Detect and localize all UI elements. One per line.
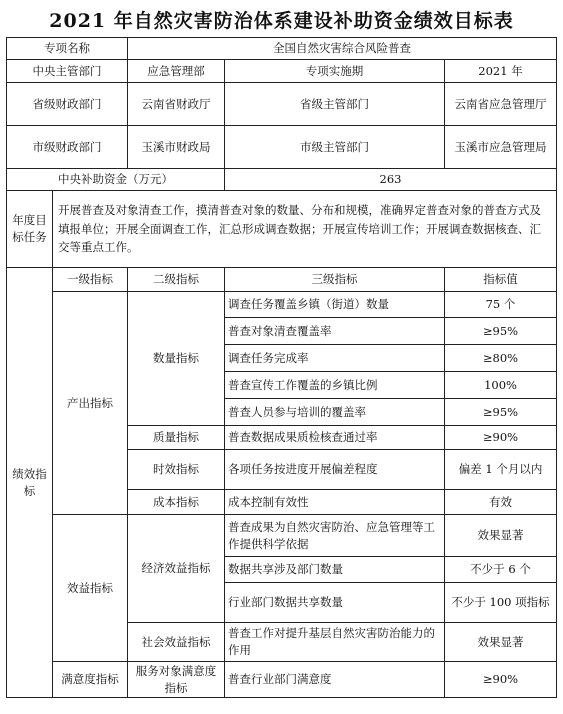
table-row (7, 662, 557, 698)
indicator-name: 普查对象清查覆盖率 (225, 318, 445, 345)
indicator-value: 效果显著 (445, 623, 557, 662)
indicator-value: ≥90% (445, 662, 557, 698)
service-satisfaction-label: 服务对象满意度指标 (128, 662, 225, 698)
social-benefit-label: 社会效益指标 (128, 623, 225, 662)
table-row (7, 292, 557, 318)
goal-label: 年度目标任务 (7, 191, 53, 268)
page-title: 2021 年自然灾害防治体系建设补助资金绩效目标表 (49, 10, 514, 32)
indicator-name: 普查行业部门满意度 (225, 662, 445, 698)
fund-label: 中央补助资金（万元） (7, 169, 225, 191)
indicator-value: 效果显著 (445, 515, 557, 557)
indicator-name: 普查宣传工作覆盖的乡镇比例 (225, 372, 445, 399)
indicator-name: 普查人员参与培训的覆盖率 (225, 399, 445, 426)
table-row (7, 169, 557, 191)
indicator-name: 普查数据成果质检核查通过率 (225, 426, 445, 450)
indicator-name: 普查工作对提升基层自然灾害防治能力的作用 (225, 623, 445, 662)
city-mgr-label: 市级主管部门 (225, 126, 445, 169)
period-value: 2021 年 (445, 60, 557, 83)
performance-table (6, 37, 557, 698)
table-row (7, 60, 557, 83)
prov-mgr-label: 省级主管部门 (225, 83, 445, 126)
col-header-l3: 三级指标 (225, 268, 445, 292)
indicator-value: 不少于 100 项指标 (445, 583, 557, 623)
indicator-name: 调查任务完成率 (225, 345, 445, 372)
city-fin-value: 玉溪市财政局 (128, 126, 225, 169)
project-name-value: 全国自然灾害综合风险普查 (128, 38, 557, 60)
table-row (7, 83, 557, 126)
indicator-name: 调查任务覆盖乡镇（街道）数量 (225, 292, 445, 318)
indicator-value: ≥90% (445, 426, 557, 450)
indicators-section-label: 绩效指标 (7, 268, 53, 698)
indicator-value: ≥95% (445, 318, 557, 345)
fund-value: 263 (225, 169, 557, 191)
indicator-value: ≥80% (445, 345, 557, 372)
prov-mgr-value: 云南省应急管理厅 (445, 83, 557, 126)
project-name-label: 专项名称 (7, 38, 128, 60)
indicator-value: 不少于 6 个 (445, 557, 557, 583)
city-mgr-value: 玉溪市应急管理局 (445, 126, 557, 169)
table-row (7, 191, 557, 268)
col-header-value: 指标值 (445, 268, 557, 292)
table-row (7, 38, 557, 60)
indicator-value: 有效 (445, 490, 557, 515)
goal-text: 开展普查及对象清查工作，摸清普查对象的数量、分布和规模，准确界定普查对象的普查方式及填报单位；开展全面调查工作，汇总形成调查数据；开展宣传培训工作；开展调查数据核查、汇交等重点工作。 (53, 191, 557, 268)
prov-fin-label: 省级财政部门 (7, 83, 128, 126)
central-dept-value: 应急管理部 (128, 60, 225, 83)
economic-benefit-label: 经济效益指标 (128, 515, 225, 623)
indicator-name: 成本控制有效性 (225, 490, 445, 515)
quantity-indicator-label: 数量指标 (128, 292, 225, 426)
cost-indicator-label: 成本指标 (128, 490, 225, 515)
output-indicator-label: 产出指标 (53, 292, 128, 515)
benefit-indicator-label: 效益指标 (53, 515, 128, 662)
col-header-l2: 二级指标 (128, 268, 225, 292)
satisfaction-indicator-label: 满意度指标 (53, 662, 128, 698)
table-row (7, 268, 557, 292)
central-dept-label: 中央主管部门 (7, 60, 128, 83)
time-indicator-label: 时效指标 (128, 450, 225, 490)
table-row (7, 515, 557, 557)
indicator-value: 偏差 1 个月以内 (445, 450, 557, 490)
indicator-value: 75 个 (445, 292, 557, 318)
indicator-value: ≥95% (445, 399, 557, 426)
period-label: 专项实施期 (225, 60, 445, 83)
col-header-l1: 一级指标 (53, 268, 128, 292)
indicator-name: 各项任务按进度开展偏差程度 (225, 450, 445, 490)
city-fin-label: 市级财政部门 (7, 126, 128, 169)
indicator-name: 普查成果为自然灾害防治、应急管理等工作提供科学依据 (225, 515, 445, 557)
indicator-name: 数据共享涉及部门数量 (225, 557, 445, 583)
indicator-name: 行业部门数据共享数量 (225, 583, 445, 623)
indicator-value: 100% (445, 372, 557, 399)
quality-indicator-label: 质量指标 (128, 426, 225, 450)
table-row (7, 126, 557, 169)
prov-fin-value: 云南省财政厅 (128, 83, 225, 126)
